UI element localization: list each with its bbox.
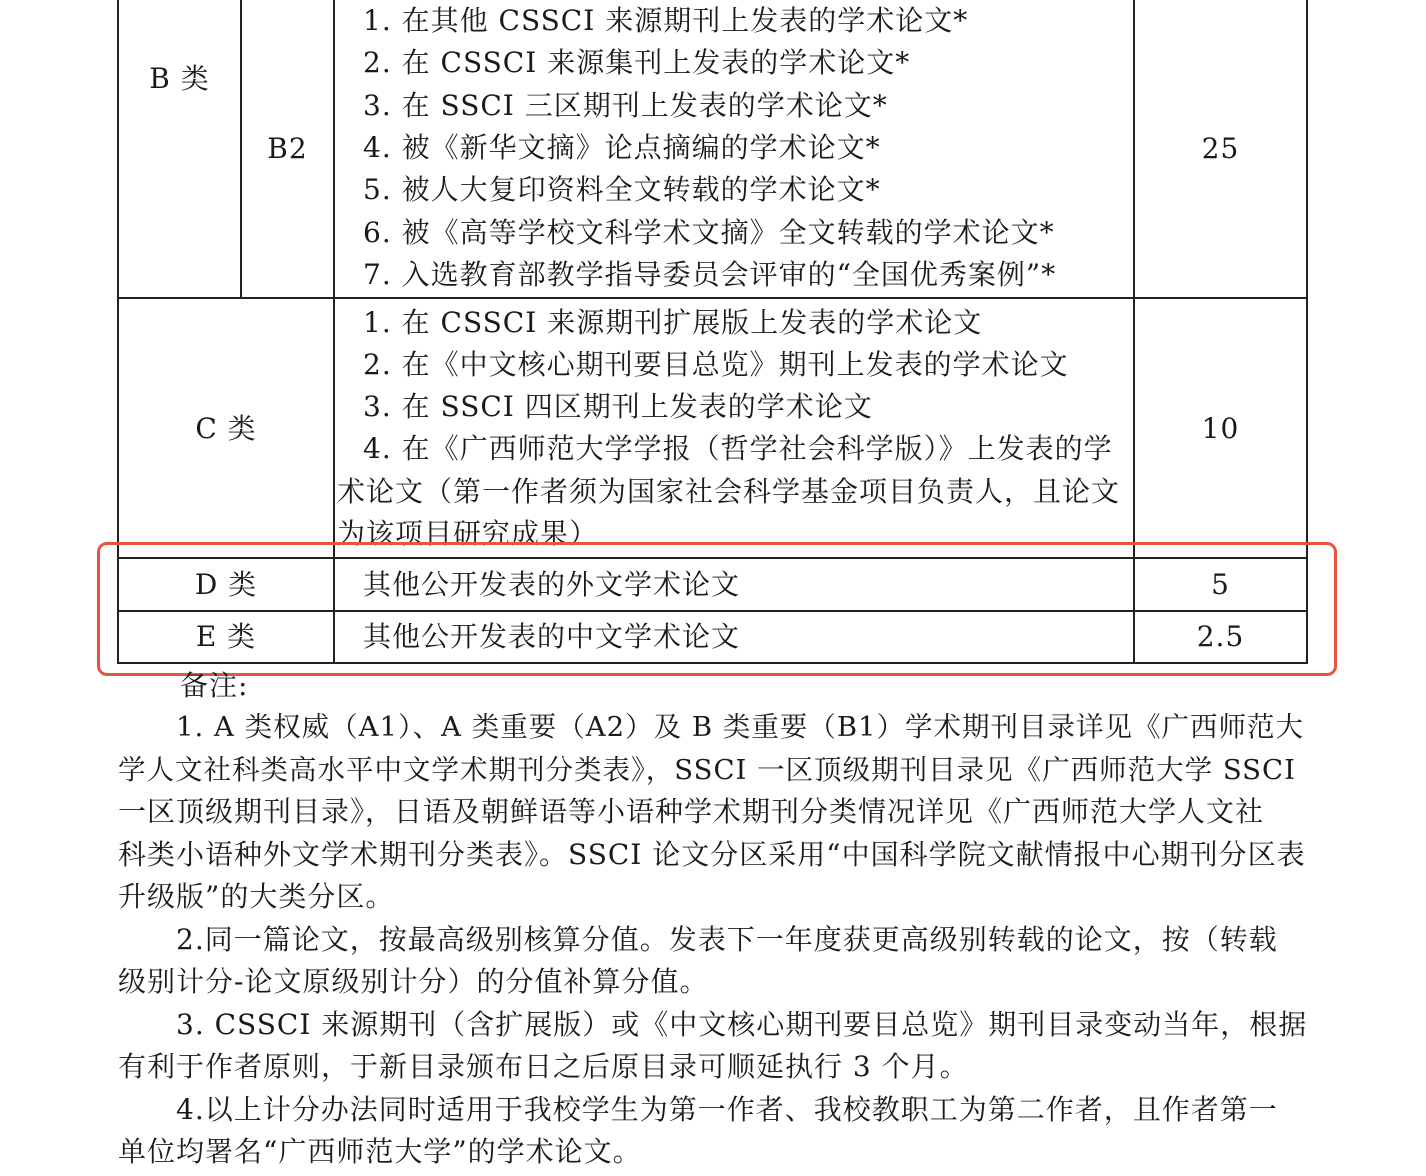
note-line: 单位均署名“广西师范大学”的学术论文。 xyxy=(118,1135,642,1168)
list-item: 1. 在其他 CSSCI 来源期刊上发表的学术论文* xyxy=(363,4,969,37)
highlight-box xyxy=(97,542,1337,676)
c-category-label: C 类 xyxy=(195,412,257,445)
d-category-score: 5 xyxy=(1211,568,1230,601)
note-line: 有利于作者原则，于新目录颁布日之后原目录可顺延执行 3 个月。 xyxy=(118,1050,969,1083)
list-item: 3. 在 SSCI 四区期刊上发表的学术论文 xyxy=(363,390,873,423)
note-line: 一区顶级期刊目录》，日语及朝鲜语等小语种学术期刊分类情况详见《广西师范大学人文社 xyxy=(118,795,1265,828)
notes-heading: 备注: xyxy=(180,669,249,702)
note-line: 学人文社科类高水平中文学术期刊分类表》，SSCI 一区顶级期刊目录见《广西师范大学 SSCI xyxy=(118,754,1296,786)
list-item: 术论文（第一作者须为国家社会科学基金项目负责人，且论文 xyxy=(337,475,1121,508)
list-item: 4. 在《广西师范大学学报（哲学社会科学版）》上发表的学 xyxy=(363,432,1113,465)
e-category-score: 2.5 xyxy=(1196,620,1245,653)
b-category-score: 25 xyxy=(1201,132,1240,165)
e-category-label: E 类 xyxy=(195,620,257,653)
grid-line xyxy=(117,297,1308,299)
list-item: 4. 被《新华文摘》论点摘编的学术论文* xyxy=(363,131,881,164)
note-line: 升级版”的大类分区。 xyxy=(118,880,395,913)
note-line: 4.以上计分办法同时适用于我校学生为第一作者、我校教职工为第二作者，且作者第一 xyxy=(176,1093,1278,1126)
d-category-label: D 类 xyxy=(194,568,258,601)
b-category-label: B 类 xyxy=(149,62,210,95)
list-item: 2. 在 CSSCI 来源集刊上发表的学术论文* xyxy=(363,46,911,79)
note-line: 1. A 类权威（A1）、A 类重要（A2）及 B 类重要（B1）学术期刊目录详见《广西师范大 xyxy=(176,711,1305,743)
list-item: 7. 入选教育部教学指导委员会评审的“全国优秀案例”* xyxy=(363,258,1057,291)
d-category-text: 其他公开发表的外文学术论文 xyxy=(363,568,741,601)
note-line: 科类小语种外文学术期刊分类表》。SSCI 论文分区采用“中国科学院文献情报中心期刊分区表 xyxy=(118,838,1306,871)
list-item: 为该项目研究成果） xyxy=(337,517,599,550)
list-item: 6. 被《高等学校文科学术文摘》全文转载的学术论文* xyxy=(363,216,1055,249)
e-category-text: 其他公开发表的中文学术论文 xyxy=(363,620,741,653)
list-item: 2. 在《中文核心期刊要目总览》期刊上发表的学术论文 xyxy=(363,348,1069,381)
note-line: 级别计分-论文原级别计分）的分值补算分值。 xyxy=(118,965,709,998)
b2-sub-label: B2 xyxy=(267,132,308,165)
list-item: 5. 被人大复印资料全文转载的学术论文* xyxy=(363,173,881,206)
list-item: 1. 在 CSSCI 来源期刊扩展版上发表的学术论文 xyxy=(363,306,983,339)
note-line: 3. CSSCI 来源期刊（含扩展版）或《中文核心期刊要目总览》期刊目录变动当年，根据 xyxy=(176,1008,1308,1041)
note-line: 2.同一篇论文，按最高级别核算分值。发表下一年度获更高级别转载的论文，按（转载 xyxy=(176,923,1278,956)
c-category-score: 10 xyxy=(1201,412,1240,445)
list-item: 3. 在 SSCI 三区期刊上发表的学术论文* xyxy=(363,89,888,122)
